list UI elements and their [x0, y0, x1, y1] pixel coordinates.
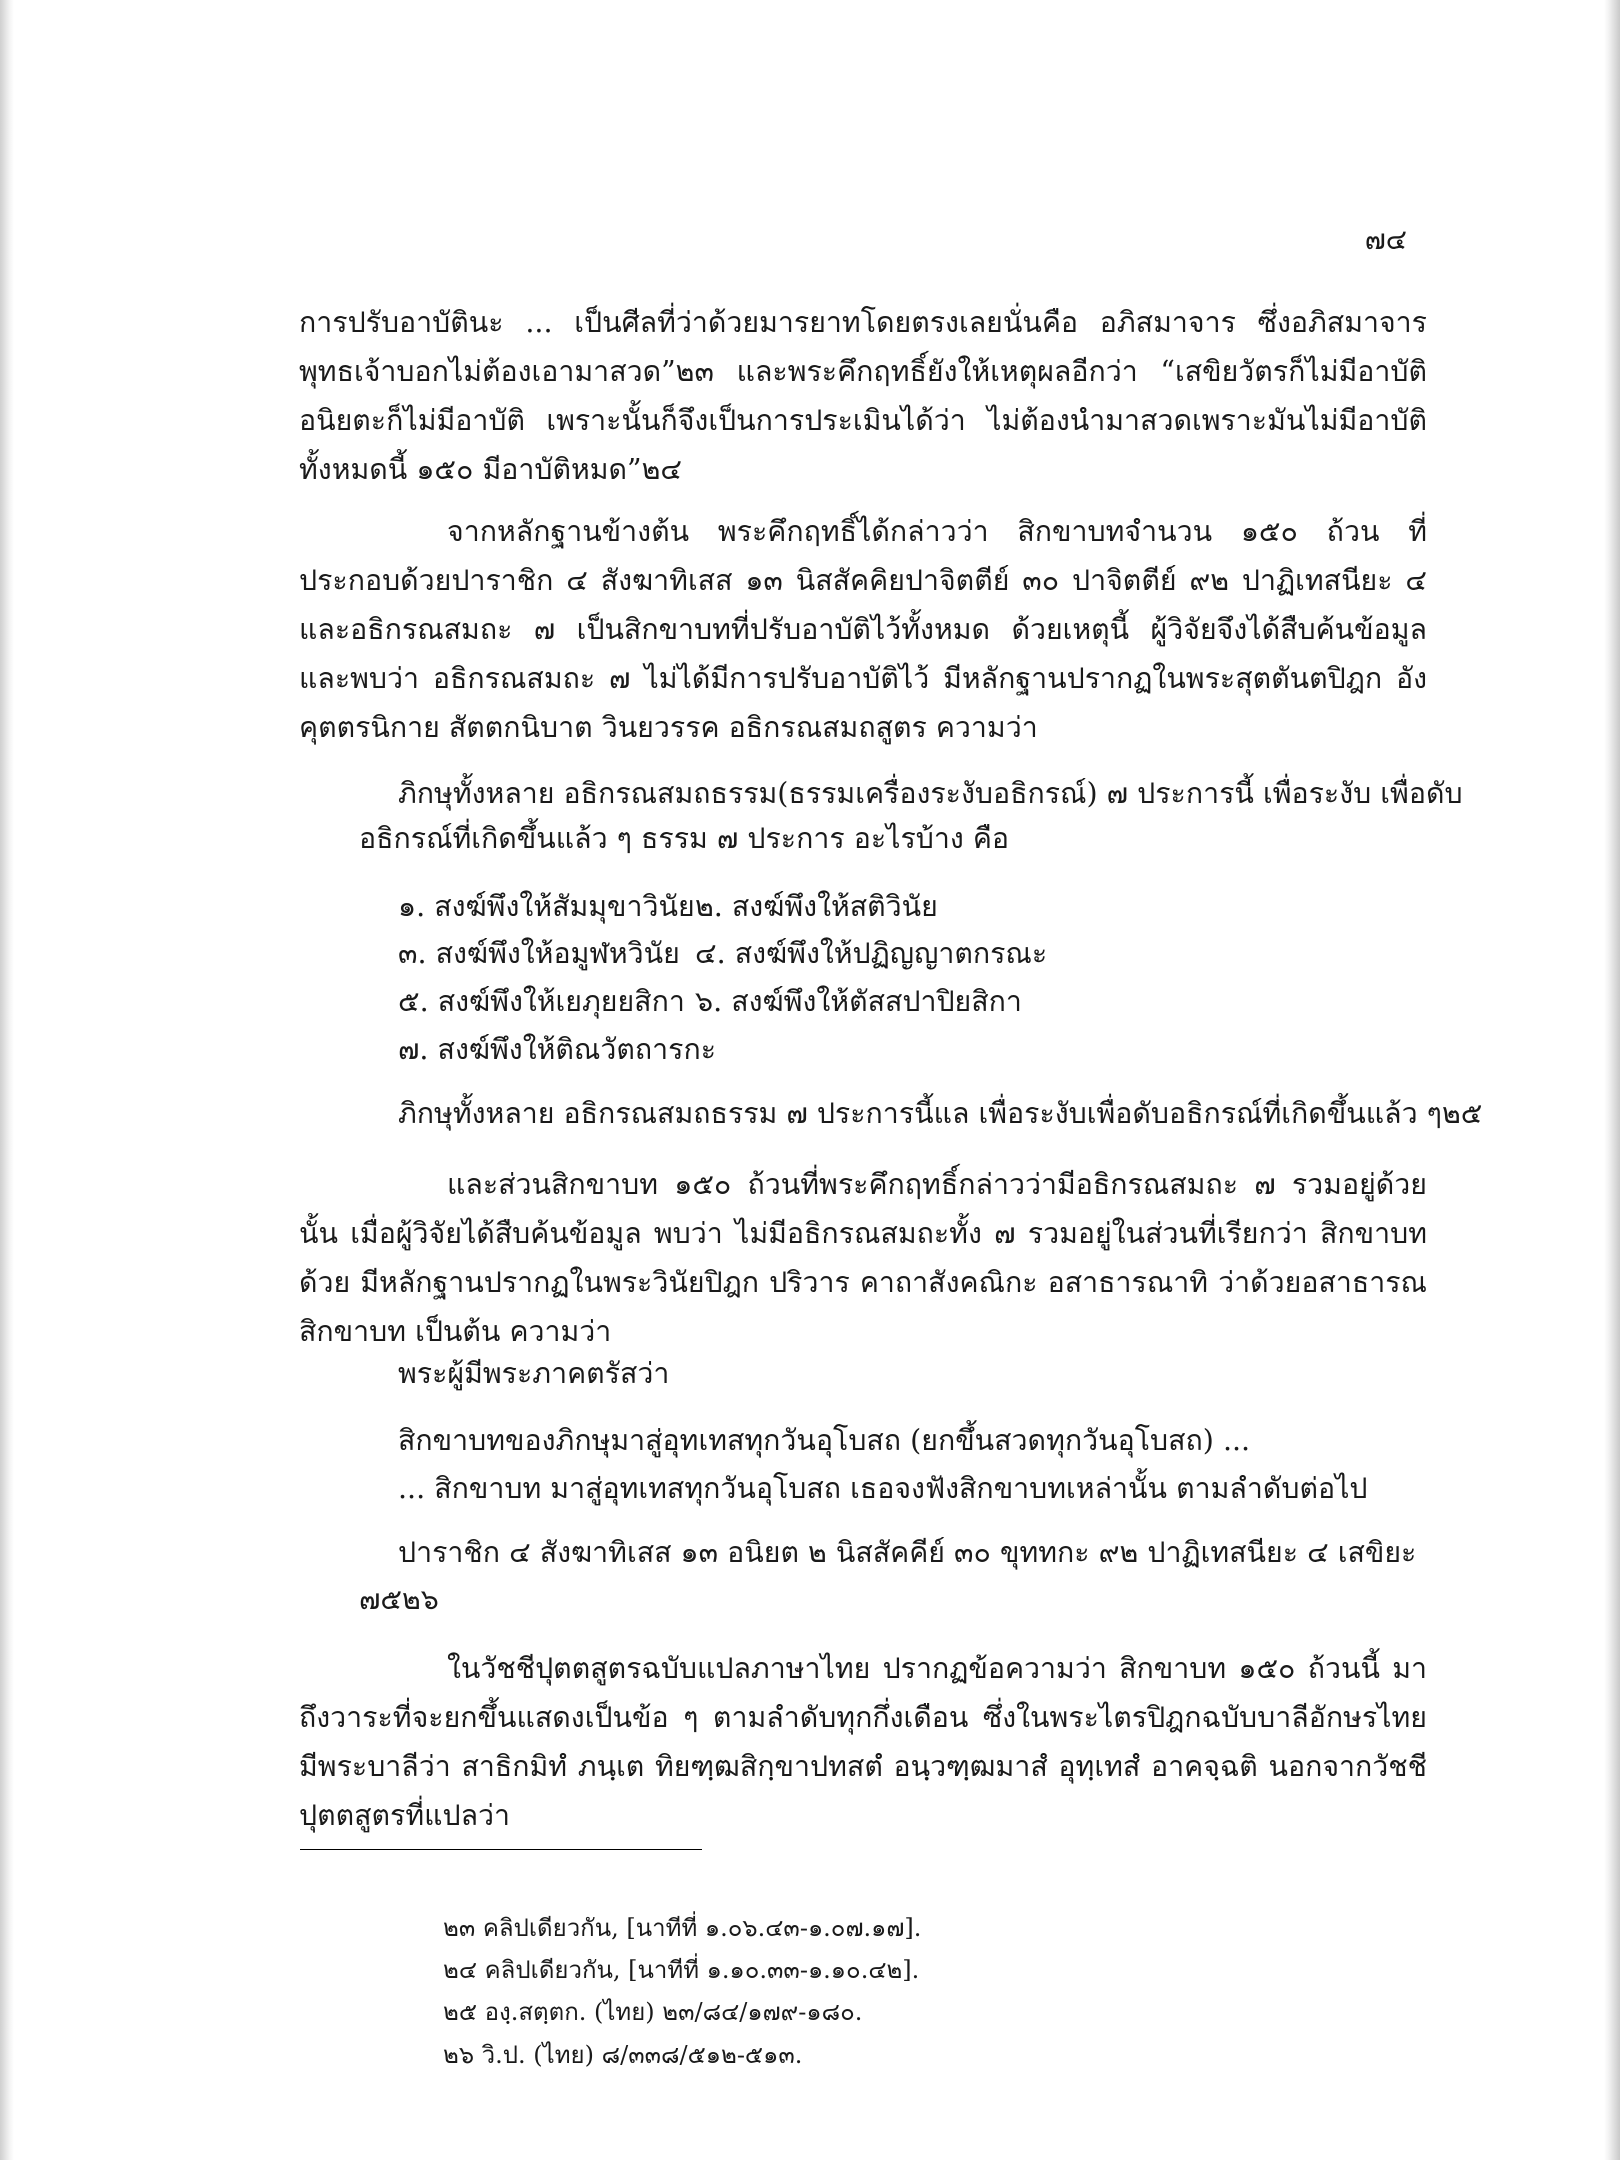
footnote-separator: [300, 1849, 702, 1850]
footnote-23: ๒๓ คลิปเดียวกัน, [นาทีที่ ๑.๐๖.๔๓-๑.๐๗.๑๗].: [443, 1914, 922, 1942]
list-item: ๗. สงฆ์พึงให้ติณวัตถารกะ: [398, 1033, 717, 1066]
list-item: ๑. สงฆ์พึงให้สัมมุขาวินัย: [398, 890, 695, 923]
page-number: ๗๔: [1364, 223, 1407, 256]
quote-1-line-2: อธิกรณ์ที่เกิดขึ้นแล้ว ๆ ธรรม ๗ ประการ อะไรบ้าง คือ: [359, 822, 1010, 855]
quote-1-closing: ภิกษุทั้งหลาย อธิกรณสมถธรรม ๗ ประการนี้แล เพื่อระงับเพื่อดับอธิกรณ์ที่เกิดขึ้นแล้ว ๆ๒๕: [398, 1097, 1483, 1130]
quote-2-line-3: ปาราชิก ๔ สังฆาทิเสส ๑๓ อนิยต ๒ นิสสัคคีย์ ๓๐ ขุททกะ ๙๒ ปาฏิเทสนียะ ๔ เสขิยะ: [398, 1536, 1417, 1569]
list-item: ๓. สงฆ์พึงให้อมูฬหวินัย: [398, 937, 680, 970]
quote-1-line-1: ภิกษุทั้งหลาย อธิกรณสมถธรรม(ธรรมเครื่องระงับอธิกรณ์) ๗ ประการนี้ เพื่อระงับ เพื่อดับ: [398, 777, 1463, 810]
quote-2-line-4: ๗๕๒๖: [359, 1583, 439, 1616]
paragraph-2: จากหลักฐานข้างต้น พระคึกฤทธิ์ได้กล่าวว่า สิกขาบทจำนวน ๑๕๐ ถ้วน ที่ประกอบด้วยปาราชิก ๔ สังฆาทิเสส ๑๓ นิสสัคคิยปาจิตตีย์ ๓๐ ปาจิตตีย์ ๙๒ ปาฏิเทสนียะ ๔ และอธิกรณสมถะ ๗ เป็นสิกขาบทที่ปรับอาบัติไว้ทั้งหมด ด้วยเหตุนี้ ผู้วิจัยจึงได้สืบค้นข้อมูลและพบว่า อธิกรณสมถะ ๗ ไม่ได้มีการปรับอาบัติไว้ มีหลักฐานปรากฏในพระสุตตันตปิฎก อังคุตตรนิกาย สัตตกนิบาต วินยวรรค อธิกรณสมถสูตร ความว่า: [299, 515, 1427, 744]
footnote-26: ๒๖ วิ.ป. (ไทย) ๘/๓๓๘/๕๑๒-๕๑๓.: [443, 2041, 803, 2069]
paragraph-1: การปรับอาบัตินะ ... เป็นศีลที่ว่าด้วยมารยาทโดยตรงเลยนั่นคือ อภิสมาจาร ซึ่งอภิสมาจารพุทธเจ้าบอกไม่ต้องเอามาสวด”๒๓ และพระคึกฤทธิ์ยังให้เหตุผลอีกว่า “เสขิยวัตรก็ไม่มีอาบัติ อนิยตะก็ไม่มีอาบัติ เพราะนั้นก็จึงเป็นการประเมินได้ว่า ไม่ต้องนำมาสวดเพราะมันไม่มีอาบัติ ทั้งหมดนี้ ๑๕๐ มีอาบัติหมด”๒๔: [299, 306, 1427, 486]
quote-2-intro: พระผู้มีพระภาคตรัสว่า: [398, 1357, 670, 1390]
page-shadow-right: [1604, 0, 1620, 2160]
footnote-24: ๒๔ คลิปเดียวกัน, [นาทีที่ ๑.๑๐.๓๓-๑.๑๐.๔๒].: [443, 1956, 920, 1984]
page-shadow-left: [0, 0, 14, 2160]
paragraph-3: และส่วนสิกขาบท ๑๕๐ ถ้วนที่พระคึกฤทธิ์กล่าวว่ามีอธิกรณสมถะ ๗ รวมอยู่ด้วยนั้น เมื่อผู้วิจัยได้สืบค้นข้อมูล พบว่า ไม่มีอธิกรณสมถะทั้ง ๗ รวมอยู่ในส่วนที่เรียกว่า สิกขาบทด้วย มีหลักฐานปรากฏในพระวินัยปิฎก ปริวาร คาถาสังคณิกะ อสาธารณาทิ ว่าด้วยอสาธารณสิกขาบท เป็นต้น ความว่า: [299, 1168, 1427, 1348]
list-item: ๖. สงฆ์พึงให้ตัสสปาปิยสิกา: [695, 985, 1022, 1018]
list-item: ๔. สงฆ์พึงให้ปฏิญญาตกรณะ: [695, 937, 1048, 970]
list-item: ๒. สงฆ์พึงให้สติวินัย: [695, 890, 938, 923]
paragraph-4: ในวัชชีปุตตสูตรฉบับแปลภาษาไทย ปรากฏข้อความว่า สิกขาบท ๑๕๐ ถ้วนนี้ มาถึงวาระที่จะยกขึ้นแสดงเป็นข้อ ๆ ตามลำดับทุกกึ่งเดือน ซึ่งในพระไตรปิฎกฉบับบาลีอักษรไทย มีพระบาลีว่า สาธิกมิทํ ภนฺเต ทิยฑฺฒสิกฺขาปทสตํ อนฺวฑฺฒมาสํ อุทฺเทสํ อาคจฺฉติ นอกจากวัชชีปุตตสูตรที่แปลว่า: [299, 1652, 1427, 1832]
list-item: ๕. สงฆ์พึงให้เยภุยยสิกา: [398, 985, 685, 1018]
footnote-25: ๒๕ องฺ.สตฺตก. (ไทย) ๒๓/๘๔/๑๗๙-๑๘๐.: [443, 1998, 863, 2026]
quote-2-line-2: ... สิกขาบท มาสู่อุทเทสทุกวันอุโบสถ เธอจงฟังสิกขาบทเหล่านั้น ตามลำดับต่อไป: [398, 1472, 1368, 1505]
document-page: [14, 0, 1604, 2160]
quote-2-line-1: สิกขาบทของภิกษุมาสู่อุทเทสทุกวันอุโบสถ (ยกขึ้นสวดทุกวันอุโบสถ) ...: [398, 1424, 1251, 1457]
